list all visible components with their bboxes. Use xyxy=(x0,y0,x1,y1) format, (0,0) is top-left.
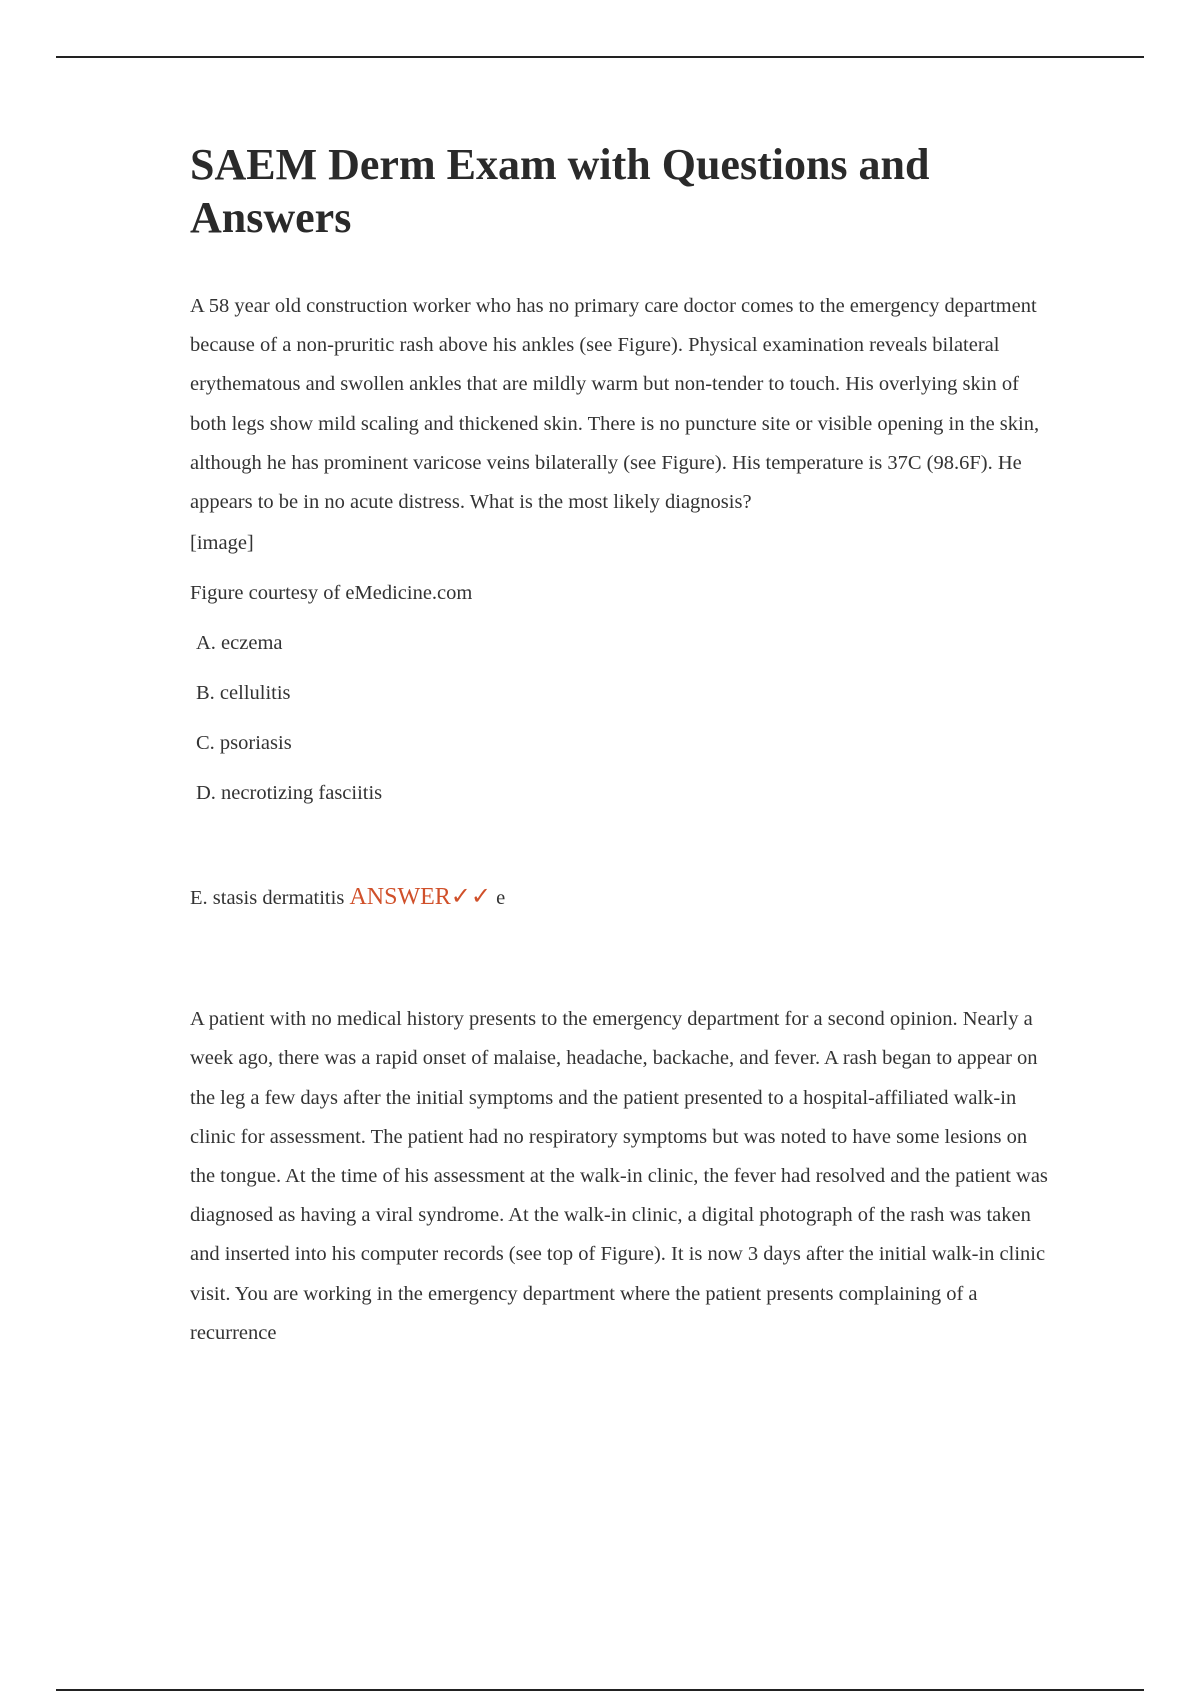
document-body xyxy=(190,138,1050,1353)
question-1-stem: A 58 year old construction worker who has no primary care doctor comes to the emergency department because of a non-pruritic rash above his ankles (see Figure). Physical examination reveals bilateral erythematous and swollen ankles that are mildly warm but non-tender to touch. His overlying skin of both legs show mild scaling and thickened skin. There is no puncture site or visible opening in the skin, although he has prominent varicose veins bilaterally (see Figure). His temperature is 37C (98.6F). He appears to be in no acute distress. What is the most likely diagnosis? xyxy=(190,295,1040,514)
option-a: A. eczema xyxy=(196,632,283,655)
header-rule xyxy=(56,56,1144,58)
answer-options xyxy=(190,628,1050,808)
option-e: E. stasis dermatitis xyxy=(190,887,345,910)
answer-label: ANSWER✓✓ xyxy=(349,884,491,911)
answer-value: e xyxy=(496,887,506,910)
document-title: SAEM Derm Exam with Questions and Answers xyxy=(190,140,930,242)
option-d: D. necrotizing fasciitis xyxy=(196,782,383,805)
option-b: B. cellulitis xyxy=(196,682,291,705)
option-c: C. psoriasis xyxy=(196,732,292,755)
figure-credit: Figure courtesy of eMedicine.com xyxy=(190,582,473,605)
option-e-with-answer xyxy=(190,880,1050,915)
image-placeholder: [image] xyxy=(190,532,254,555)
question-2-stem: A patient with no medical history presents to the emergency department for a second opinion. Nearly a week ago, there was a rapid onset of malaise, headache, backache, and fever. A rash began to appear on the leg a few days after the initial symptoms and the patient presented to a hospital-affiliated walk-in clinic for assessment. The patient had no respiratory symptoms but was noted to have some lesions on the tongue. At the time of his assessment at the walk-in clinic, the fever had resolved and the patient was diagnosed as having a viral syndrome. At the walk-in clinic, a digital photograph of the rash was taken and inserted into his computer records (see top of Figure). It is now 3 days after the initial walk-in clinic visit. You are working in the emergency department where the patient presents complaining of a recurrence xyxy=(190,1008,1048,1344)
footer-rule xyxy=(56,1689,1144,1691)
